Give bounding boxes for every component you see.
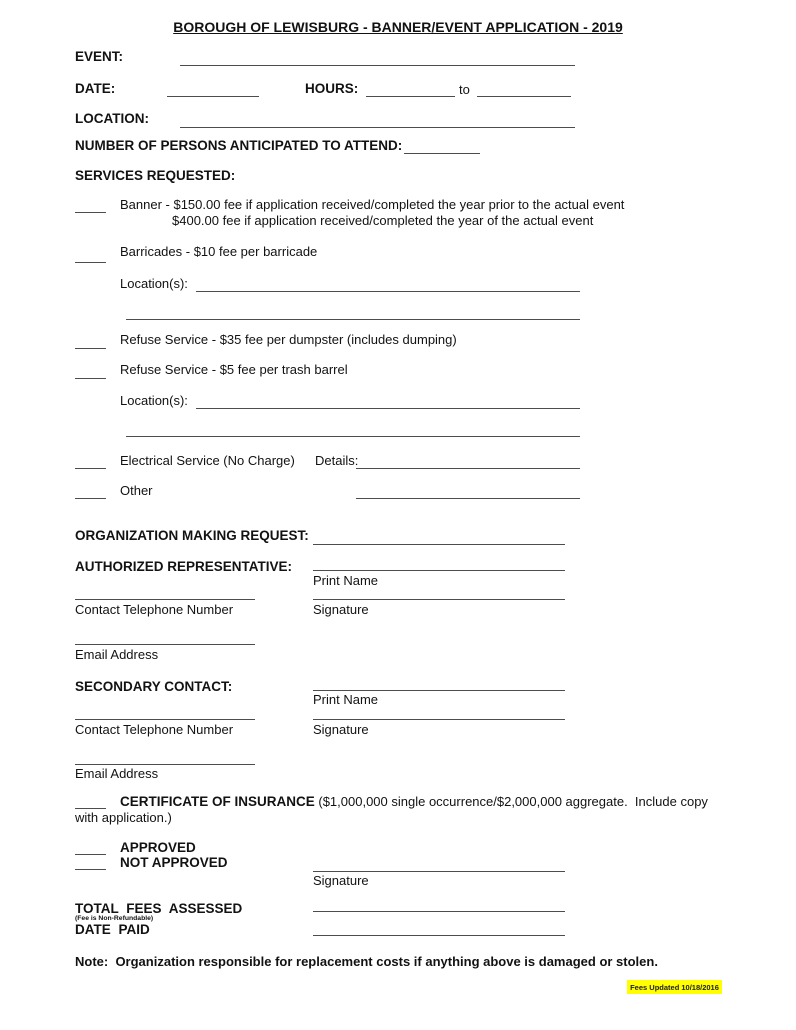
- locations2-label: Location(s):: [120, 393, 188, 408]
- refuse-barrel-checkbox-blank: [75, 378, 106, 379]
- approval-signature-line: [313, 871, 565, 872]
- secondary-contact-label: SECONDARY CONTACT:: [75, 679, 233, 694]
- hours-to-line: [477, 96, 571, 97]
- authorized-rep-label: AUTHORIZED REPRESENTATIVE:: [75, 559, 293, 574]
- authorized-phone-line: [75, 599, 255, 600]
- other-service-text: Other: [120, 483, 153, 498]
- authorized-signature-line: [313, 599, 565, 600]
- locations1-label: Location(s):: [120, 276, 188, 291]
- location-line: [180, 127, 575, 128]
- organization-label: ORGANIZATION MAKING REQUEST:: [75, 528, 309, 543]
- replacement-note: Note: Organization responsible for replacement costs if anything above is damaged or stolen.: [75, 954, 658, 969]
- details-line: [356, 468, 580, 469]
- secondary-signature-line: [313, 719, 565, 720]
- location-label: LOCATION:: [75, 111, 149, 126]
- organization-line: [313, 544, 565, 545]
- hours-label: HOURS:: [305, 81, 359, 96]
- secondary-phone-line: [75, 719, 255, 720]
- refuse-dumpster-text: Refuse Service - $35 fee per dumpster (includes dumping): [120, 332, 457, 347]
- refuse-dumpster-checkbox-blank: [75, 348, 106, 349]
- event-label: EVENT:: [75, 49, 124, 64]
- date-paid-line: [313, 935, 565, 936]
- insurance-detail-text: ($1,000,000 single occurrence/$2,000,000 aggregate. Include copy: [314, 794, 708, 809]
- locations1-line: [196, 291, 580, 292]
- banner-checkbox-blank: [75, 212, 106, 213]
- attendance-line: [404, 153, 480, 154]
- not-approved-checkbox-blank: [75, 869, 106, 870]
- services-heading: SERVICES REQUESTED:: [75, 168, 236, 183]
- total-fees-line: [313, 911, 565, 912]
- insurance-label: CERTIFICATE OF INSURANCE: [120, 794, 315, 809]
- other-line: [356, 498, 580, 499]
- total-fees-label: TOTAL FEES ASSESSED: [75, 901, 243, 916]
- fees-updated-stamp: Fees Updated 10/18/2016: [627, 980, 722, 994]
- refuse-barrel-text: Refuse Service - $5 fee per trash barrel: [120, 362, 348, 377]
- secondary-print-name-line: [313, 690, 565, 691]
- secondary-email-line: [75, 764, 255, 765]
- locations2-continuation-line: [126, 436, 580, 437]
- insurance-checkbox-blank: [75, 808, 106, 809]
- form-title: BOROUGH OF LEWISBURG - BANNER/EVENT APPLICATION - 2019: [173, 19, 623, 35]
- authorized-print-name-label: Print Name: [313, 573, 379, 588]
- insurance-text-line2: with application.): [75, 810, 172, 825]
- details-label: Details:: [315, 453, 359, 468]
- barricades-checkbox-blank: [75, 262, 106, 263]
- hours-to-label: to: [459, 82, 470, 97]
- secondary-email-label: Email Address: [75, 766, 159, 781]
- insurance-text-line1: [120, 794, 708, 810]
- banner-service-text: Banner - $150.00 fee if application received/completed the year prior to the actual event: [120, 197, 625, 212]
- event-line: [180, 65, 575, 66]
- date-label: DATE:: [75, 81, 116, 96]
- date-paid-label: DATE PAID: [75, 922, 150, 937]
- locations1-continuation-line: [126, 319, 580, 320]
- authorized-email-line: [75, 644, 255, 645]
- locations2-line: [196, 408, 580, 409]
- not-approved-label: NOT APPROVED: [120, 855, 228, 870]
- electrical-service-text: Electrical Service (No Charge): [120, 453, 295, 468]
- approval-signature-label: Signature: [313, 873, 369, 888]
- approved-label: APPROVED: [120, 840, 196, 855]
- approved-checkbox-blank: [75, 854, 106, 855]
- secondary-phone-label: Contact Telephone Number: [75, 722, 234, 737]
- attendance-label: NUMBER OF PERSONS ANTICIPATED TO ATTEND:: [75, 138, 403, 153]
- barricades-service-text: Barricades - $10 fee per barricade: [120, 244, 318, 259]
- hours-from-line: [366, 96, 455, 97]
- authorized-signature-label: Signature: [313, 602, 369, 617]
- secondary-signature-label: Signature: [313, 722, 369, 737]
- authorized-email-label: Email Address: [75, 647, 159, 662]
- other-checkbox-blank: [75, 498, 106, 499]
- authorized-print-name-line: [313, 570, 565, 571]
- non-refundable-note: (Fee is Non-Refundable): [75, 915, 154, 922]
- banner-service-text2: $400.00 fee if application received/completed the year of the actual event: [172, 213, 594, 228]
- electrical-checkbox-blank: [75, 468, 106, 469]
- secondary-print-name-label: Print Name: [313, 692, 379, 707]
- authorized-phone-label: Contact Telephone Number: [75, 602, 234, 617]
- date-line: [167, 96, 259, 97]
